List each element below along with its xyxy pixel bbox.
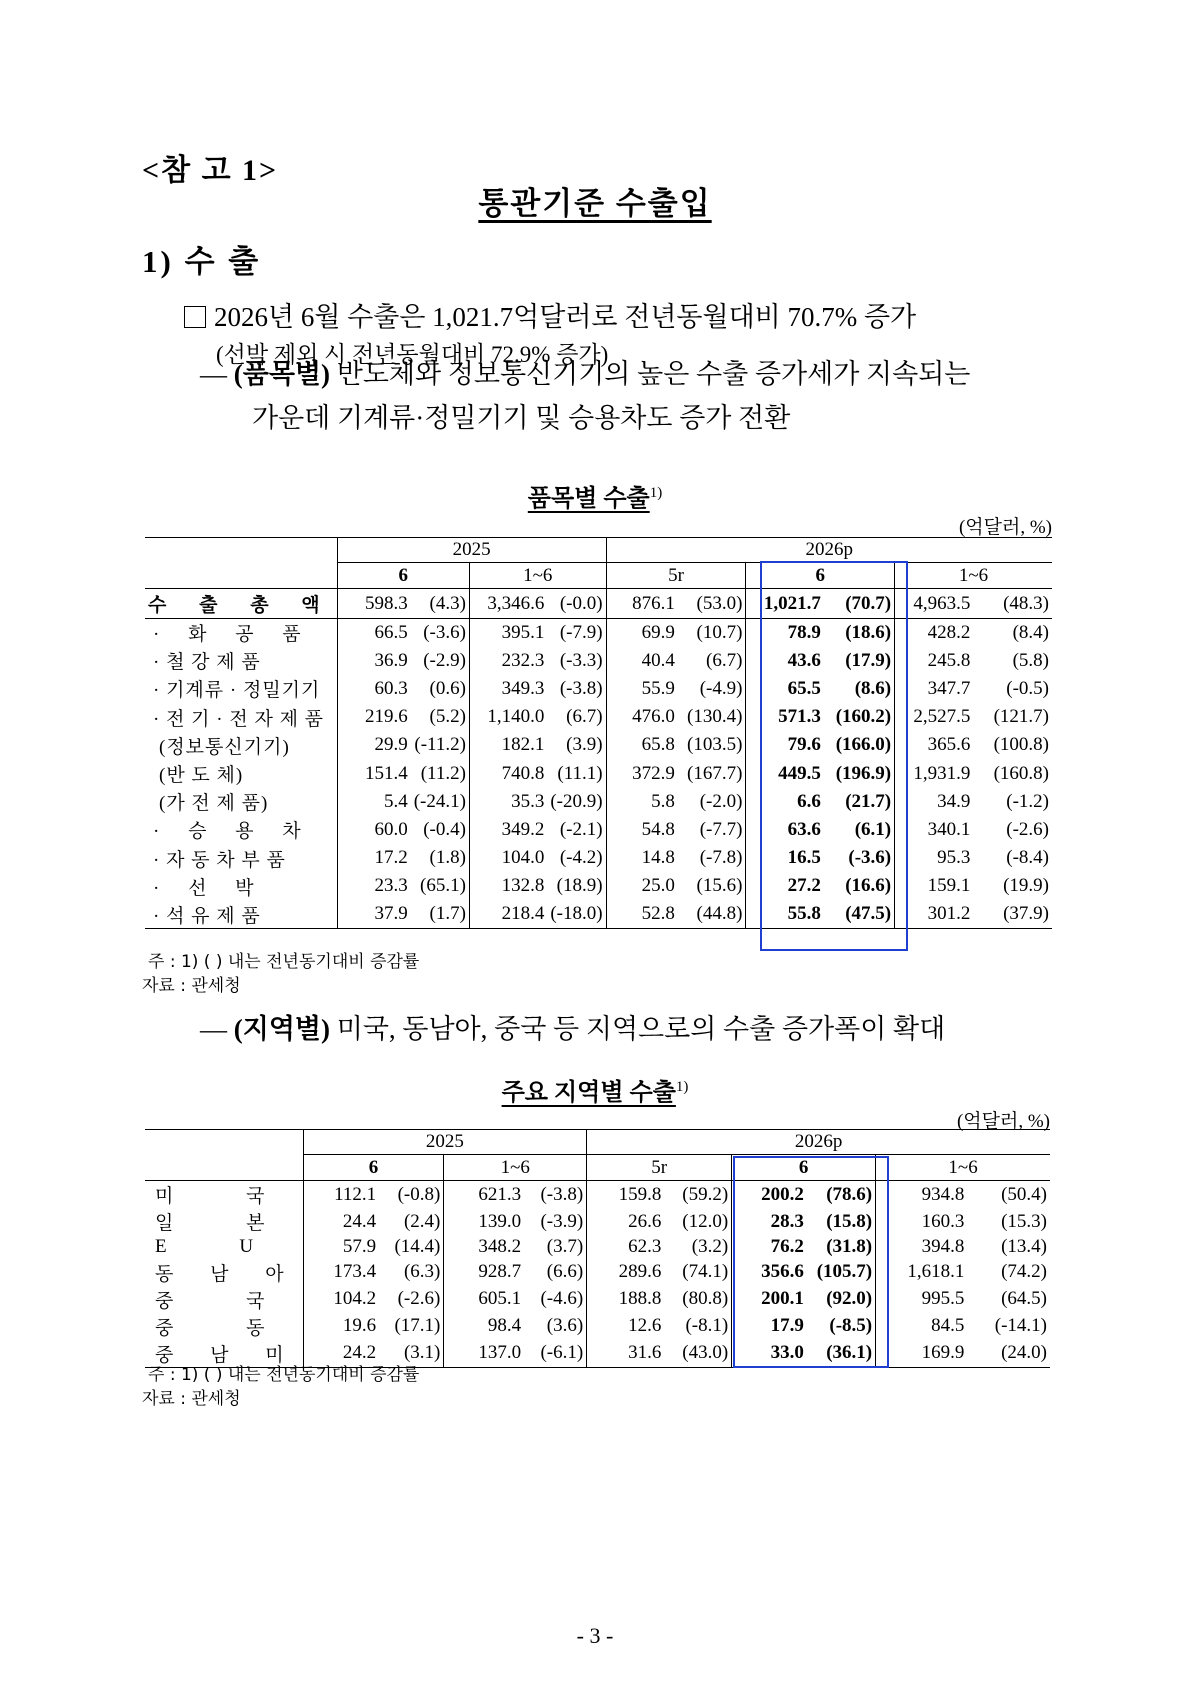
table-cell: (121.7) <box>993 706 1049 728</box>
table-cell: (196.9) <box>835 762 892 784</box>
table-cell: 43.6 <box>746 647 824 675</box>
table-row <box>145 844 1052 872</box>
table-cell: 349.2 <box>469 816 547 844</box>
table-cell: (105.7) <box>816 1261 873 1283</box>
table-cell: 55.8 <box>746 900 824 928</box>
table-cell: 24.2 <box>303 1340 379 1368</box>
table-cell: 5.8 <box>606 788 678 816</box>
table-cell: 35.3 <box>469 788 547 816</box>
row-label: 중 남 미 <box>145 1340 303 1368</box>
table-cell: 348.2 <box>444 1235 524 1259</box>
table-cell: 571.3 <box>746 703 824 731</box>
table-cell: (-2.0) <box>699 790 743 812</box>
dash-mark: — <box>200 359 227 389</box>
table-row <box>145 872 1052 900</box>
row-label: · 전 기 · 전 자 제 품 <box>153 708 325 730</box>
table-row <box>145 1181 1050 1209</box>
table-row <box>145 900 1052 928</box>
table-cell: (36.1) <box>807 1340 876 1368</box>
row-label: E U <box>155 1235 288 1257</box>
table-row <box>145 1235 1050 1259</box>
table-cell: 598.3 <box>337 589 411 619</box>
table-cell: 14.8 <box>606 844 678 872</box>
table1-caption <box>0 478 1190 513</box>
table-cell: (-3.6) <box>848 847 892 869</box>
table-cell: 301.2 <box>895 900 974 928</box>
table-cell: 245.8 <box>895 647 974 675</box>
table1-unit: (억달러, %) <box>958 517 1052 538</box>
table-cell: 65.5 <box>746 675 824 703</box>
table-cell: 621.3 <box>444 1181 524 1209</box>
table-cell: 2,527.5 <box>895 703 974 731</box>
table1-row-label: 수 출 총 액 <box>145 589 337 619</box>
table-cell: (3.1) <box>379 1340 444 1368</box>
table-cell: 356.6 <box>732 1259 807 1286</box>
table-cell: (70.7) <box>824 589 895 619</box>
table-cell: (31.8) <box>826 1235 873 1257</box>
table1-items-export <box>145 537 1052 929</box>
table-cell: (74.1) <box>682 1261 729 1283</box>
row-label: (반 도 체) <box>159 765 244 787</box>
table-row <box>145 1208 1050 1235</box>
row-label: 중 동 <box>155 1317 299 1339</box>
table-row <box>145 1313 1050 1340</box>
table-cell: (80.8) <box>682 1288 729 1310</box>
table-cell: (50.4) <box>1001 1183 1047 1205</box>
table2-source: 자료 : 관세청 <box>142 1389 241 1409</box>
table-cell: 476.0 <box>606 703 678 731</box>
table-cell: 25.0 <box>606 872 678 900</box>
table-cell: 428.2 <box>895 619 974 647</box>
row-label: 일 본 <box>155 1213 299 1234</box>
table-cell: (74.2) <box>1001 1261 1047 1283</box>
table2-corner <box>145 1130 303 1155</box>
row-label: · 화 공 품 <box>153 624 313 646</box>
table-cell: 31.6 <box>587 1340 665 1368</box>
table-cell: (47.5) <box>824 900 895 928</box>
table-cell: 182.1 <box>469 731 547 759</box>
table1-col-header: 6 <box>337 563 469 589</box>
table-cell: 3,346.6 <box>469 589 547 619</box>
table-cell: (-2.6) <box>1006 818 1049 840</box>
table-row <box>145 1259 1050 1286</box>
table-cell: (-2.9) <box>423 649 466 671</box>
table-cell: 347.7 <box>895 675 974 703</box>
table-cell: 52.8 <box>606 900 678 928</box>
table-cell: 24.4 <box>303 1208 379 1235</box>
table-row <box>145 1286 1050 1313</box>
table-cell: (-6.1) <box>524 1340 587 1368</box>
table-cell: (15.6) <box>696 875 743 897</box>
table-cell: 66.5 <box>337 619 411 647</box>
checkbox-square-icon <box>184 306 206 328</box>
region-point <box>200 1007 945 1051</box>
table-cell: (-4.2) <box>559 847 603 869</box>
table-cell: (6.1) <box>854 818 892 840</box>
table-cell: 5.4 <box>337 788 411 816</box>
table2-caption <box>0 1072 1190 1107</box>
table-cell: (100.8) <box>993 734 1049 756</box>
headline-bullet <box>184 295 916 334</box>
table-cell: (15.8) <box>826 1210 873 1232</box>
table-cell: (6.7) <box>706 649 743 671</box>
table-cell: 27.2 <box>746 872 824 900</box>
table-cell: (-0.8) <box>397 1183 441 1205</box>
row-label: · 선 박 <box>153 877 266 899</box>
table-cell: 395.1 <box>469 619 547 647</box>
row-label: · 석 유 제 품 <box>145 900 337 928</box>
table-cell: (48.3) <box>973 589 1052 619</box>
table-cell: 151.4 <box>337 759 411 787</box>
table2-col-header: 5r <box>587 1155 732 1181</box>
table-cell: (1.7) <box>411 900 470 928</box>
table-cell: 84.5 <box>876 1313 968 1340</box>
table-cell: (3.6) <box>546 1315 584 1337</box>
table-cell: 69.9 <box>606 619 678 647</box>
region-point-text: 미국, 동남아, 중국 등 지역으로의 수출 증가폭이 확대 <box>336 1014 946 1044</box>
items-point-text-2: 가운데 기계류·정밀기기 및 승용차도 증가 전환 <box>252 403 791 433</box>
table-cell: 65.8 <box>606 731 678 759</box>
table-cell: 19.6 <box>303 1313 379 1340</box>
table-row <box>145 759 1052 787</box>
table-cell: 60.3 <box>337 675 411 703</box>
table-cell: (6.6) <box>546 1261 584 1283</box>
table1-col-header: 6 <box>746 563 895 589</box>
table-cell: 1,140.0 <box>469 703 547 731</box>
table2-corner-bottom <box>145 1155 303 1181</box>
table-cell: 104.0 <box>469 844 547 872</box>
table-cell: 928.7 <box>444 1259 524 1286</box>
table-cell: (103.5) <box>687 734 743 756</box>
table-cell: 16.5 <box>746 844 824 872</box>
table1-note: 주 : 1) ( ) 내는 전년동기대비 증감률 <box>148 952 420 972</box>
table-cell: (5.8) <box>1012 649 1049 671</box>
document-title-text: 통관기준 수출입 <box>478 186 712 221</box>
region-point-label: (지역별) <box>233 1014 330 1044</box>
row-label: · 기계류 · 정밀기기 <box>153 680 321 702</box>
table-cell: 36.9 <box>337 647 411 675</box>
table-cell: (53.0) <box>678 589 746 619</box>
table-row <box>145 675 1052 703</box>
table-cell: (-1.2) <box>1006 790 1049 812</box>
table-cell: (18.6) <box>845 621 892 643</box>
table-cell: (-20.9) <box>550 790 603 812</box>
table-cell: 365.6 <box>895 731 974 759</box>
table1-source: 자료 : 관세청 <box>142 976 241 996</box>
table-cell: (160.8) <box>993 762 1049 784</box>
table-cell: (12.0) <box>682 1210 729 1232</box>
table-row <box>145 703 1052 731</box>
table-cell: 159.1 <box>895 872 974 900</box>
table-cell: 169.9 <box>876 1340 968 1368</box>
table-cell: (-3.8) <box>540 1183 584 1205</box>
table-row <box>145 816 1052 844</box>
table-cell: 1,931.9 <box>895 759 974 787</box>
row-label: 중 국 <box>155 1290 299 1312</box>
table-cell: (19.9) <box>1003 875 1049 897</box>
table-cell: (59.2) <box>682 1183 729 1205</box>
table2-highlight-box <box>733 1156 889 1368</box>
table-cell: (-0.0) <box>547 589 606 619</box>
table-cell: 28.3 <box>732 1208 807 1235</box>
table-cell: (92.0) <box>826 1288 873 1310</box>
table-cell: 17.9 <box>732 1313 807 1340</box>
table-cell: (24.0) <box>967 1340 1050 1368</box>
table-cell: (167.7) <box>687 762 743 784</box>
table-cell: (10.7) <box>696 621 743 643</box>
table-cell: 23.3 <box>337 872 411 900</box>
table-cell: 104.2 <box>303 1286 379 1313</box>
row-label: · 철 강 제 품 <box>153 652 261 674</box>
items-point-label: (품목별) <box>233 359 330 389</box>
table-row <box>145 619 1052 647</box>
table-cell: (13.4) <box>1001 1235 1047 1257</box>
table-cell: 160.3 <box>876 1208 968 1235</box>
table-cell: 219.6 <box>337 703 411 731</box>
row-label: · 자 동 차 부 품 <box>153 849 286 871</box>
table-cell: 340.1 <box>895 816 974 844</box>
table-cell: 78.9 <box>746 619 824 647</box>
headline-text: 2026년 6월 수출은 1,021.7억달러로 전년동월대비 70.7% 증가 <box>214 302 917 332</box>
table-cell: 218.4 <box>469 900 547 928</box>
table1-corner-bottom <box>145 563 337 589</box>
table-cell: 394.8 <box>876 1235 968 1259</box>
dash-mark: — <box>200 1014 227 1044</box>
table-cell: 605.1 <box>444 1286 524 1313</box>
table-cell: 132.8 <box>469 872 547 900</box>
table-cell: 112.1 <box>303 1181 379 1209</box>
row-label: 동 남 아 <box>155 1263 300 1285</box>
table-cell: 449.5 <box>746 759 824 787</box>
table-cell: (18.9) <box>556 875 603 897</box>
table-cell: 12.6 <box>587 1313 665 1340</box>
table-cell: (43.0) <box>664 1340 731 1368</box>
row-label: 미 국 <box>155 1186 299 1207</box>
table-cell: (15.3) <box>1001 1210 1047 1232</box>
table-cell: 62.3 <box>587 1235 665 1259</box>
table-cell: (0.6) <box>429 677 466 699</box>
table-cell: 54.8 <box>606 816 678 844</box>
table-cell: (64.5) <box>1001 1288 1047 1310</box>
table-cell: 6.6 <box>746 788 824 816</box>
table-cell: (-8.1) <box>685 1315 729 1337</box>
table2-note: 주 : 1) ( ) 내는 전년동기대비 증감률 <box>148 1365 420 1385</box>
table-cell: 95.3 <box>895 844 974 872</box>
row-label: (가 전 제 품) <box>159 793 269 815</box>
table-cell: 995.5 <box>876 1286 968 1313</box>
table-cell: 29.9 <box>337 731 411 759</box>
table-cell: (-7.8) <box>699 847 743 869</box>
table-cell: 740.8 <box>469 759 547 787</box>
items-point-text-1: 반도체와 정보통신기기의 높은 수출 증가세가 지속되는 <box>336 359 971 389</box>
section-heading: 1) 수 출 <box>142 244 262 279</box>
table-cell: 372.9 <box>606 759 678 787</box>
table-cell: (-7.7) <box>699 818 743 840</box>
table-cell: (21.7) <box>845 790 892 812</box>
table2-col-header: 1~6 <box>444 1155 587 1181</box>
table-cell: 40.4 <box>606 647 678 675</box>
table-cell: (3.7) <box>546 1235 584 1257</box>
table-cell: 33.0 <box>732 1340 807 1368</box>
table-cell: 37.9 <box>337 900 411 928</box>
table-cell: (130.4) <box>687 706 743 728</box>
table-cell: 173.4 <box>303 1259 379 1286</box>
table-cell: 1,618.1 <box>876 1259 968 1286</box>
table-cell: 55.9 <box>606 675 678 703</box>
table-cell: 1,021.7 <box>746 589 824 619</box>
page-number: - 3 - <box>576 1623 614 1648</box>
table2-col-header: 6 <box>303 1155 444 1181</box>
table-cell: (6.7) <box>566 706 603 728</box>
table-cell: 26.6 <box>587 1208 665 1235</box>
table-cell: (5.2) <box>429 706 466 728</box>
table-cell: 76.2 <box>732 1235 807 1259</box>
table-cell: (11.2) <box>420 762 466 784</box>
table-cell: 232.3 <box>469 647 547 675</box>
table-cell: (-24.1) <box>413 790 466 812</box>
table-cell: 934.8 <box>876 1181 968 1209</box>
table-cell: (-3.6) <box>423 621 466 643</box>
table-row <box>145 788 1052 816</box>
table-row <box>145 647 1052 675</box>
row-label: (정보통신기기) <box>159 736 290 758</box>
table1-caption-text: 품목별 수출 <box>527 486 650 512</box>
table-cell: 137.0 <box>444 1340 524 1368</box>
table-cell: (16.6) <box>845 875 892 897</box>
table-cell: (37.9) <box>973 900 1052 928</box>
table-cell: (78.6) <box>826 1183 873 1205</box>
table-cell: (-3.9) <box>540 1210 584 1232</box>
table-cell: (-8.5) <box>829 1315 873 1337</box>
table-cell: 139.0 <box>444 1208 524 1235</box>
table-cell: (3.9) <box>566 734 603 756</box>
table-cell: (1.8) <box>429 847 466 869</box>
table1-total-row <box>145 589 1052 619</box>
table-row <box>145 731 1052 759</box>
table-cell: 60.0 <box>337 816 411 844</box>
table-cell: (11.1) <box>557 762 603 784</box>
table2-col-header: 6 <box>732 1155 876 1181</box>
headline-subtext: (선박 제외 시 전년동월대비 72.9% 증가) <box>216 342 609 367</box>
table-cell: 57.9 <box>303 1235 379 1259</box>
table-cell: (8.6) <box>854 677 892 699</box>
table-cell: (-3.8) <box>559 677 603 699</box>
table-cell: (-14.1) <box>994 1315 1047 1337</box>
table-cell: (44.8) <box>678 900 746 928</box>
table-cell: 159.8 <box>587 1181 665 1209</box>
table-cell: (-11.2) <box>414 734 466 756</box>
table2-col-header: 1~6 <box>876 1155 1050 1181</box>
table-cell: 188.8 <box>587 1286 665 1313</box>
table-cell: (-18.0) <box>547 900 606 928</box>
table-cell: 63.6 <box>746 816 824 844</box>
table-cell: (-4.9) <box>699 677 743 699</box>
table-cell: 98.4 <box>444 1313 524 1340</box>
table-cell: 200.1 <box>732 1286 807 1313</box>
table1-col-header: 1~6 <box>895 563 1052 589</box>
table1-caption-footnote: 1) <box>649 485 663 501</box>
table-cell: 876.1 <box>606 589 678 619</box>
document-title <box>0 178 1190 223</box>
table-cell: 349.3 <box>469 675 547 703</box>
table-cell: (-3.3) <box>559 649 603 671</box>
reference-label: <참 고 1> <box>142 154 279 187</box>
table2-year-2025: 2025 <box>303 1130 587 1155</box>
table1-corner <box>145 538 337 563</box>
table1-highlight-box <box>760 561 908 951</box>
table-cell: (2.4) <box>403 1210 441 1232</box>
table-cell: 79.6 <box>746 731 824 759</box>
table-cell: (3.2) <box>691 1235 729 1257</box>
table-cell: (-8.4) <box>1006 847 1049 869</box>
table1-year-2026: 2026p <box>606 538 1052 563</box>
table-cell: (14.4) <box>394 1235 441 1257</box>
table2-caption-text: 주요 지역별 수출 <box>501 1080 676 1106</box>
table1-col-header: 1~6 <box>469 563 606 589</box>
items-point <box>200 352 970 440</box>
table-cell: (6.3) <box>403 1261 441 1283</box>
table-cell: 289.6 <box>587 1259 665 1286</box>
table-cell: (17.9) <box>845 649 892 671</box>
table-cell: (-0.4) <box>423 818 466 840</box>
table-cell: 200.2 <box>732 1181 807 1209</box>
table-cell: (-2.1) <box>559 818 603 840</box>
table2-region-export <box>145 1129 1050 1368</box>
table-cell: (-7.9) <box>559 621 603 643</box>
table2-unit: (억달러, %) <box>956 1111 1050 1132</box>
table-cell: 4,963.5 <box>895 589 974 619</box>
table-cell: (17.1) <box>394 1315 441 1337</box>
table-cell: (166.0) <box>835 734 892 756</box>
table-cell: 34.9 <box>895 788 974 816</box>
table-cell: (-0.5) <box>1006 677 1049 699</box>
table2-caption-footnote: 1) <box>675 1079 689 1095</box>
table-cell: (65.1) <box>420 875 466 897</box>
row-label: · 승 용 차 <box>153 821 313 843</box>
table-cell: (-2.6) <box>397 1288 441 1310</box>
table-cell: (160.2) <box>835 706 892 728</box>
table-cell: (8.4) <box>1012 621 1049 643</box>
table1-year-2025: 2025 <box>337 538 606 563</box>
table-cell: 17.2 <box>337 844 411 872</box>
table-cell: (-4.6) <box>540 1288 584 1310</box>
table-cell: (4.3) <box>411 589 470 619</box>
table2-year-2026: 2026p <box>587 1130 1050 1155</box>
table1-col-header: 5r <box>606 563 746 589</box>
